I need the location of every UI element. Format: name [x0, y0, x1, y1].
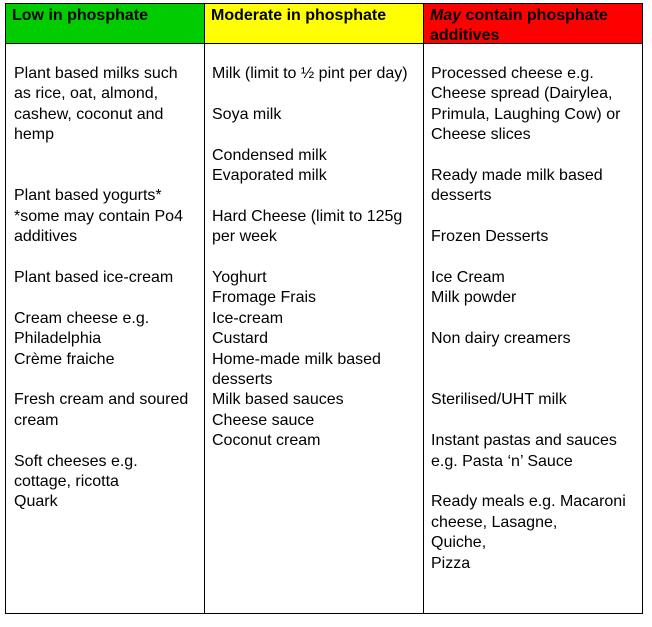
list-item: Milk (limit to ½ pint per day) [212, 65, 408, 82]
list-item: Instant pastas and sauces e.g. Pasta ‘n’ Sauce [431, 432, 617, 470]
list-item: Cream cheese e.g. Philadelphia Crème fraiche [14, 309, 150, 368]
header-moderate-text: Moderate in phosphate [211, 7, 387, 24]
list-item: Ready made milk based desserts [431, 167, 603, 205]
column-may-contain [423, 4, 642, 613]
list-item: Soft cheeses e.g. cottage, ricotta Quark [14, 452, 138, 511]
list-item: Non dairy creamers [431, 330, 571, 348]
header-may-contain [424, 4, 642, 44]
header-low-text: Low in phosphate [12, 7, 148, 24]
list-moderate [205, 44, 423, 613]
list-item: Ice Cream Milk powder [431, 269, 517, 307]
list-item: Plant based yogurts* *some may contain Po4 additives [14, 187, 183, 246]
column-moderate [204, 4, 423, 613]
list-item: Frozen Desserts [431, 228, 549, 246]
list-item: Plant based ice-cream [14, 269, 174, 287]
header-may-contain-text: contain phosphate additives [430, 7, 608, 44]
list-item: Condensed milk Evaporated milk [212, 146, 327, 184]
phosphate-table [5, 3, 643, 614]
header-may-contain-emphasis: May [430, 7, 462, 24]
list-low [6, 44, 204, 613]
list-item: Fresh cream and soured cream [14, 391, 189, 429]
list-item: Soya milk [212, 105, 282, 123]
header-moderate [205, 4, 423, 44]
list-item: Plant based milks such as rice, oat, almond, cashew, coconut and hemp [14, 65, 178, 144]
list-item: Yoghurt Fromage Frais Ice-cream Custard Home-made milk based desserts Milk based sauces Cheese sauce Coconut cream [212, 269, 381, 450]
list-item: Sterilised/UHT milk [431, 391, 567, 409]
column-low [6, 4, 204, 613]
header-low [6, 4, 204, 44]
list-may-contain [424, 44, 642, 613]
list-item: Processed cheese e.g. Cheese spread (Dairylea, Primula, Laughing Cow) or Cheese slices [431, 65, 621, 144]
list-item: Ready meals e.g. Macaroni cheese, Lasagne, Quiche, Pizza [431, 493, 626, 572]
list-item: Hard Cheese (limit to 125g per week [212, 207, 403, 246]
